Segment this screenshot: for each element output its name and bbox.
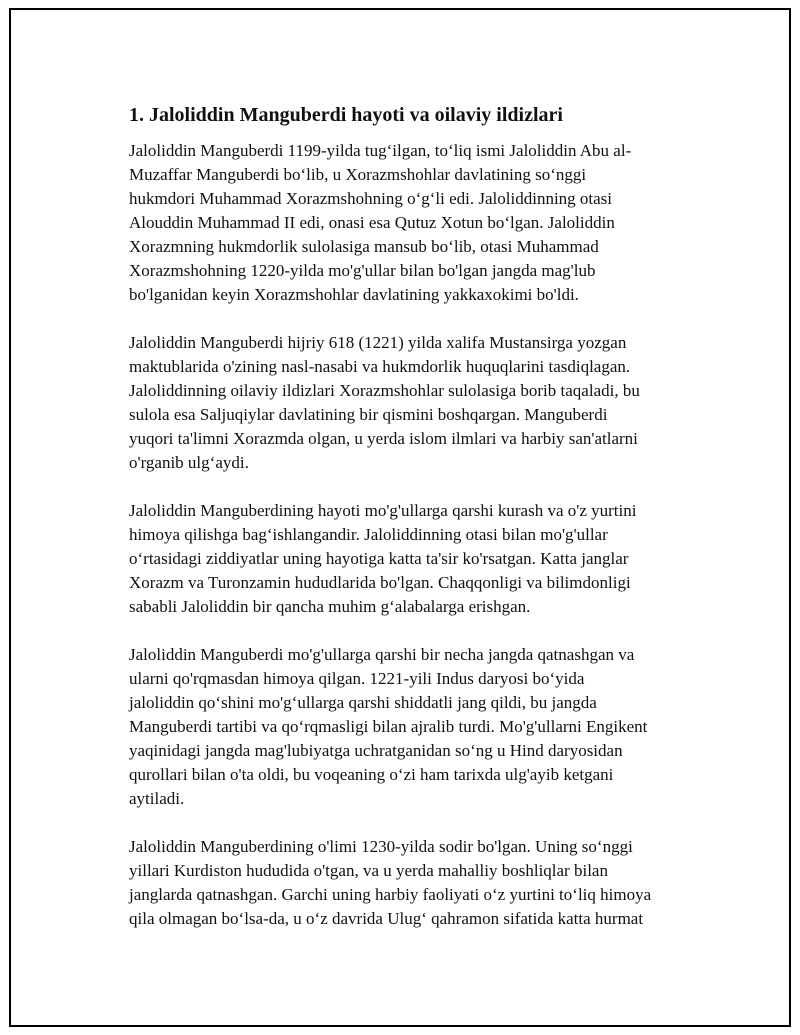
- text-line: o'rganib ulg‘aydi.: [129, 453, 249, 472]
- text-line: aytiladi.: [129, 789, 185, 808]
- text-line: ularni qo'rqmasdan himoya qilgan. 1221-yili Indus daryosi bo‘yida: [129, 669, 585, 688]
- text-line: maktublarida o'zining nasl-nasabi va hukmdorlik huquqlarini tasdiqlagan.: [129, 357, 631, 376]
- text-line: sulola esa Saljuqiylar davlatining bir qismini boshqargan. Manguberdi: [129, 405, 608, 424]
- text-line: Xorazmshohning 1220-yilda mo'g'ullar bilan bo'lgan jangda mag'lub: [129, 261, 596, 280]
- text-line: o‘rtasidagi ziddiyatlar uning hayotiga katta ta'sir ko'rsatgan. Katta janglar: [129, 549, 629, 568]
- text-line: Jaloliddin Manguberdi hijriy 618 (1221) yilda xalifa Mustansirga yozgan: [129, 333, 627, 352]
- text-line: qurollari bilan o'ta oldi, bu voqeaning o‘zi ham tarixda ulg'ayib ketgani: [129, 765, 614, 784]
- text-line: yaqinidagi jangda mag'lubiyatga uchratganidan so‘ng u Hind daryosidan: [129, 741, 623, 760]
- text-line: Jaloliddin Manguberdi mo'g'ullarga qarshi bir necha jangda qatnashgan va: [129, 645, 635, 664]
- text-line: Xorazmning hukmdorlik sulolasiga mansub bo‘lib, otasi Muhammad: [129, 237, 599, 256]
- text-line: yillari Kurdiston hududida o'tgan, va u yerda mahalliy boshliqlar bilan: [129, 861, 608, 880]
- text-line: Jaloliddin Manguberdining o'limi 1230-yilda sodir bo'lgan. Uning so‘nggi: [129, 837, 633, 856]
- text-line: Jaloliddinning oilaviy ildizlari Xorazmshohlar sulolasiga borib taqaladi, bu: [129, 381, 640, 400]
- paragraph-3: [129, 499, 709, 619]
- paragraph-5: [129, 835, 709, 931]
- text-line: Manguberdi tartibi va qo‘rqmasligi bilan ajralib turdi. Mo'g'ullarni Engikent: [129, 717, 648, 736]
- text-line: jaloliddin qo‘shini mo'g‘ullarga qarshi shiddatli jang qildi, bu jangda: [129, 693, 597, 712]
- text-line: himoya qilishga bag‘ishlangandir. Jaloliddinning otasi bilan mo'g'ullar: [129, 525, 608, 544]
- text-line: bo'lganidan keyin Xorazmshohlar davlatining yakkaxokimi bo'ldi.: [129, 285, 579, 304]
- text-line: janglarda qatnashgan. Garchi uning harbiy faoliyati o‘z yurtini to‘liq himoya: [129, 885, 652, 904]
- page-frame: [9, 8, 791, 1027]
- document-body: [129, 100, 709, 955]
- text-line: Alouddin Muhammad II edi, onasi esa Qutuz Xotun bo‘lgan. Jaloliddin: [129, 213, 615, 232]
- paragraph-2: [129, 331, 709, 475]
- text-line: yuqori ta'limni Xorazmda olgan, u yerda islom ilmlari va harbiy san'atlarni: [129, 429, 638, 448]
- paragraph-1: [129, 139, 709, 307]
- text-line: Xorazm va Turonzamin hududlarida bo'lgan. Chaqqonligi va bilimdonligi: [129, 573, 631, 592]
- text-line: Muzaffar Manguberdi bo‘lib, u Xorazmshohlar davlatining so‘nggi: [129, 165, 587, 184]
- paragraph-4: [129, 643, 709, 811]
- text-line: Jaloliddin Manguberdi 1199-yilda tug‘ilgan, to‘liq ismi Jaloliddin Abu al-: [129, 141, 632, 160]
- section-heading: 1. Jaloliddin Manguberdi hayoti va oilaviy ildizlari: [129, 104, 563, 126]
- text-line: qila olmagan bo‘lsa-da, u o‘z davrida Ulug‘ qahramon sifatida katta hurmat: [129, 909, 644, 928]
- text-line: Jaloliddin Manguberdining hayoti mo'g'ullarga qarshi kurash va o'z yurtini: [129, 501, 637, 520]
- text-line: sababli Jaloliddin bir qancha muhim g‘alabalarga erishgan.: [129, 597, 531, 616]
- text-line: hukmdori Muhammad Xorazmshohning o‘g‘li edi. Jaloliddinning otasi: [129, 189, 613, 208]
